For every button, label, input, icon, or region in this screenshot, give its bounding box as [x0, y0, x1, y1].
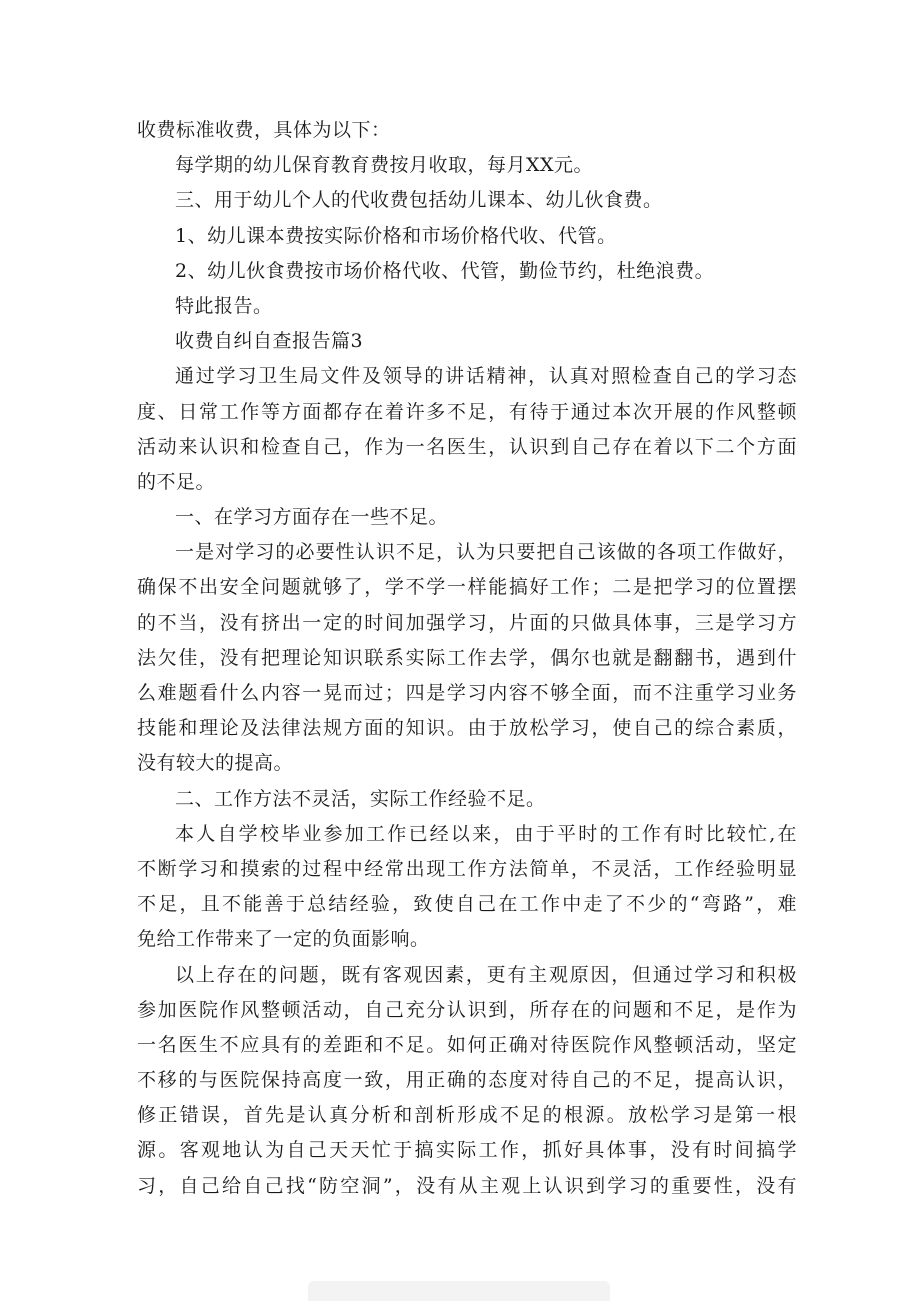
text-line: 免给工作带来了一定的负面影响。 — [137, 928, 430, 951]
subsection-heading: 一、在学习方面存在一些不足。 — [175, 506, 449, 529]
page-footer-tab — [308, 1281, 610, 1301]
text-line: 特此报告。 — [175, 294, 273, 317]
document-body — [137, 113, 797, 1204]
text-line: 修正错误，首先是认真分析和剖析形成不足的根源。放松学习是第一根 — [137, 1104, 797, 1127]
text-line: 法欠佳，没有把理论知识联系实际工作去学，偶尔也就是翻翻书，遇到什 — [137, 646, 797, 669]
text-line: 每学期的幼儿保育教育费按月收取，每月XX元。 — [175, 154, 594, 177]
text-line: 以上存在的问题，既有客观因素，更有主观原因，但通过学习和积极 — [175, 963, 797, 986]
text-line: 习，自己给自己找“防空洞”，没有从主观上认识到学习的重要性，没有 — [137, 1174, 797, 1197]
text-line: 1、幼儿课本费按实际价格和市场价格代收、代管。 — [175, 224, 617, 247]
text-line: 度、日常工作等方面都存在着许多不足，有待于通过本次开展的作风整顿 — [137, 400, 797, 423]
text-line: 不足，且不能善于总结经验，致使自己在工作中走了不少的“弯路”，难 — [137, 893, 797, 916]
text-line: 的不足。 — [137, 470, 216, 493]
text-line: 活动来认识和检查自己，作为一名医生，认识到自己存在着以下二个方面 — [137, 435, 797, 458]
text-line: 源。客观地认为自己天天忙于搞实际工作，抓好具体事，没有时间搞学 — [137, 1139, 797, 1162]
text-line: 一是对学习的必要性认识不足，认为只要把自己该做的各项工作做好， — [175, 541, 797, 564]
text-line: 么难题看什么内容一晃而过；四是学习内容不够全面，而不注重学习业务 — [137, 682, 797, 704]
text-line: 收费标准收费，具体为以下： — [137, 119, 391, 141]
text-line: 的不当，没有挤出一定的时间加强学习，片面的只做具体事，三是学习方 — [137, 611, 797, 634]
text-line: 通过学习卫生局文件及领导的讲话精神，认真对照检查自己的学习态 — [175, 365, 797, 388]
subsection-heading: 二、工作方法不灵活，实际工作经验不足。 — [175, 787, 546, 810]
text-line: 本人自学校毕业参加工作已经以来，由于平时的工作有时比较忙,在 — [175, 822, 797, 845]
text-line: 三、用于幼儿个人的代收费包括幼儿课本、幼儿伙食费。 — [175, 189, 663, 212]
text-line: 技能和理论及法律法规方面的知识。由于放松学习，使自己的综合素质， — [137, 717, 797, 740]
section-heading: 收费自纠自查报告篇3 — [175, 330, 364, 353]
text-line: 参加医院作风整顿活动，自己充分认识到，所存在的问题和不足，是作为 — [137, 998, 797, 1021]
text-line: 一名医生不应具有的差距和不足。如何正确对待医院作风整顿活动，坚定 — [137, 1033, 797, 1056]
text-line: 没有较大的提高。 — [137, 752, 294, 775]
text-line: 不断学习和摸索的过程中经常出现工作方法简单，不灵活，工作经验明显 — [137, 857, 797, 880]
text-line: 不移的与医院保持高度一致，用正确的态度对待自己的不足，提高认识， — [137, 1069, 797, 1092]
text-line: 确保不出安全问题就够了，学不学一样能搞好工作；二是把学习的位置摆 — [137, 576, 797, 599]
text-line: 2、幼儿伙食费按市场价格代收、代管，勤俭节约，杜绝浪费。 — [175, 259, 715, 282]
